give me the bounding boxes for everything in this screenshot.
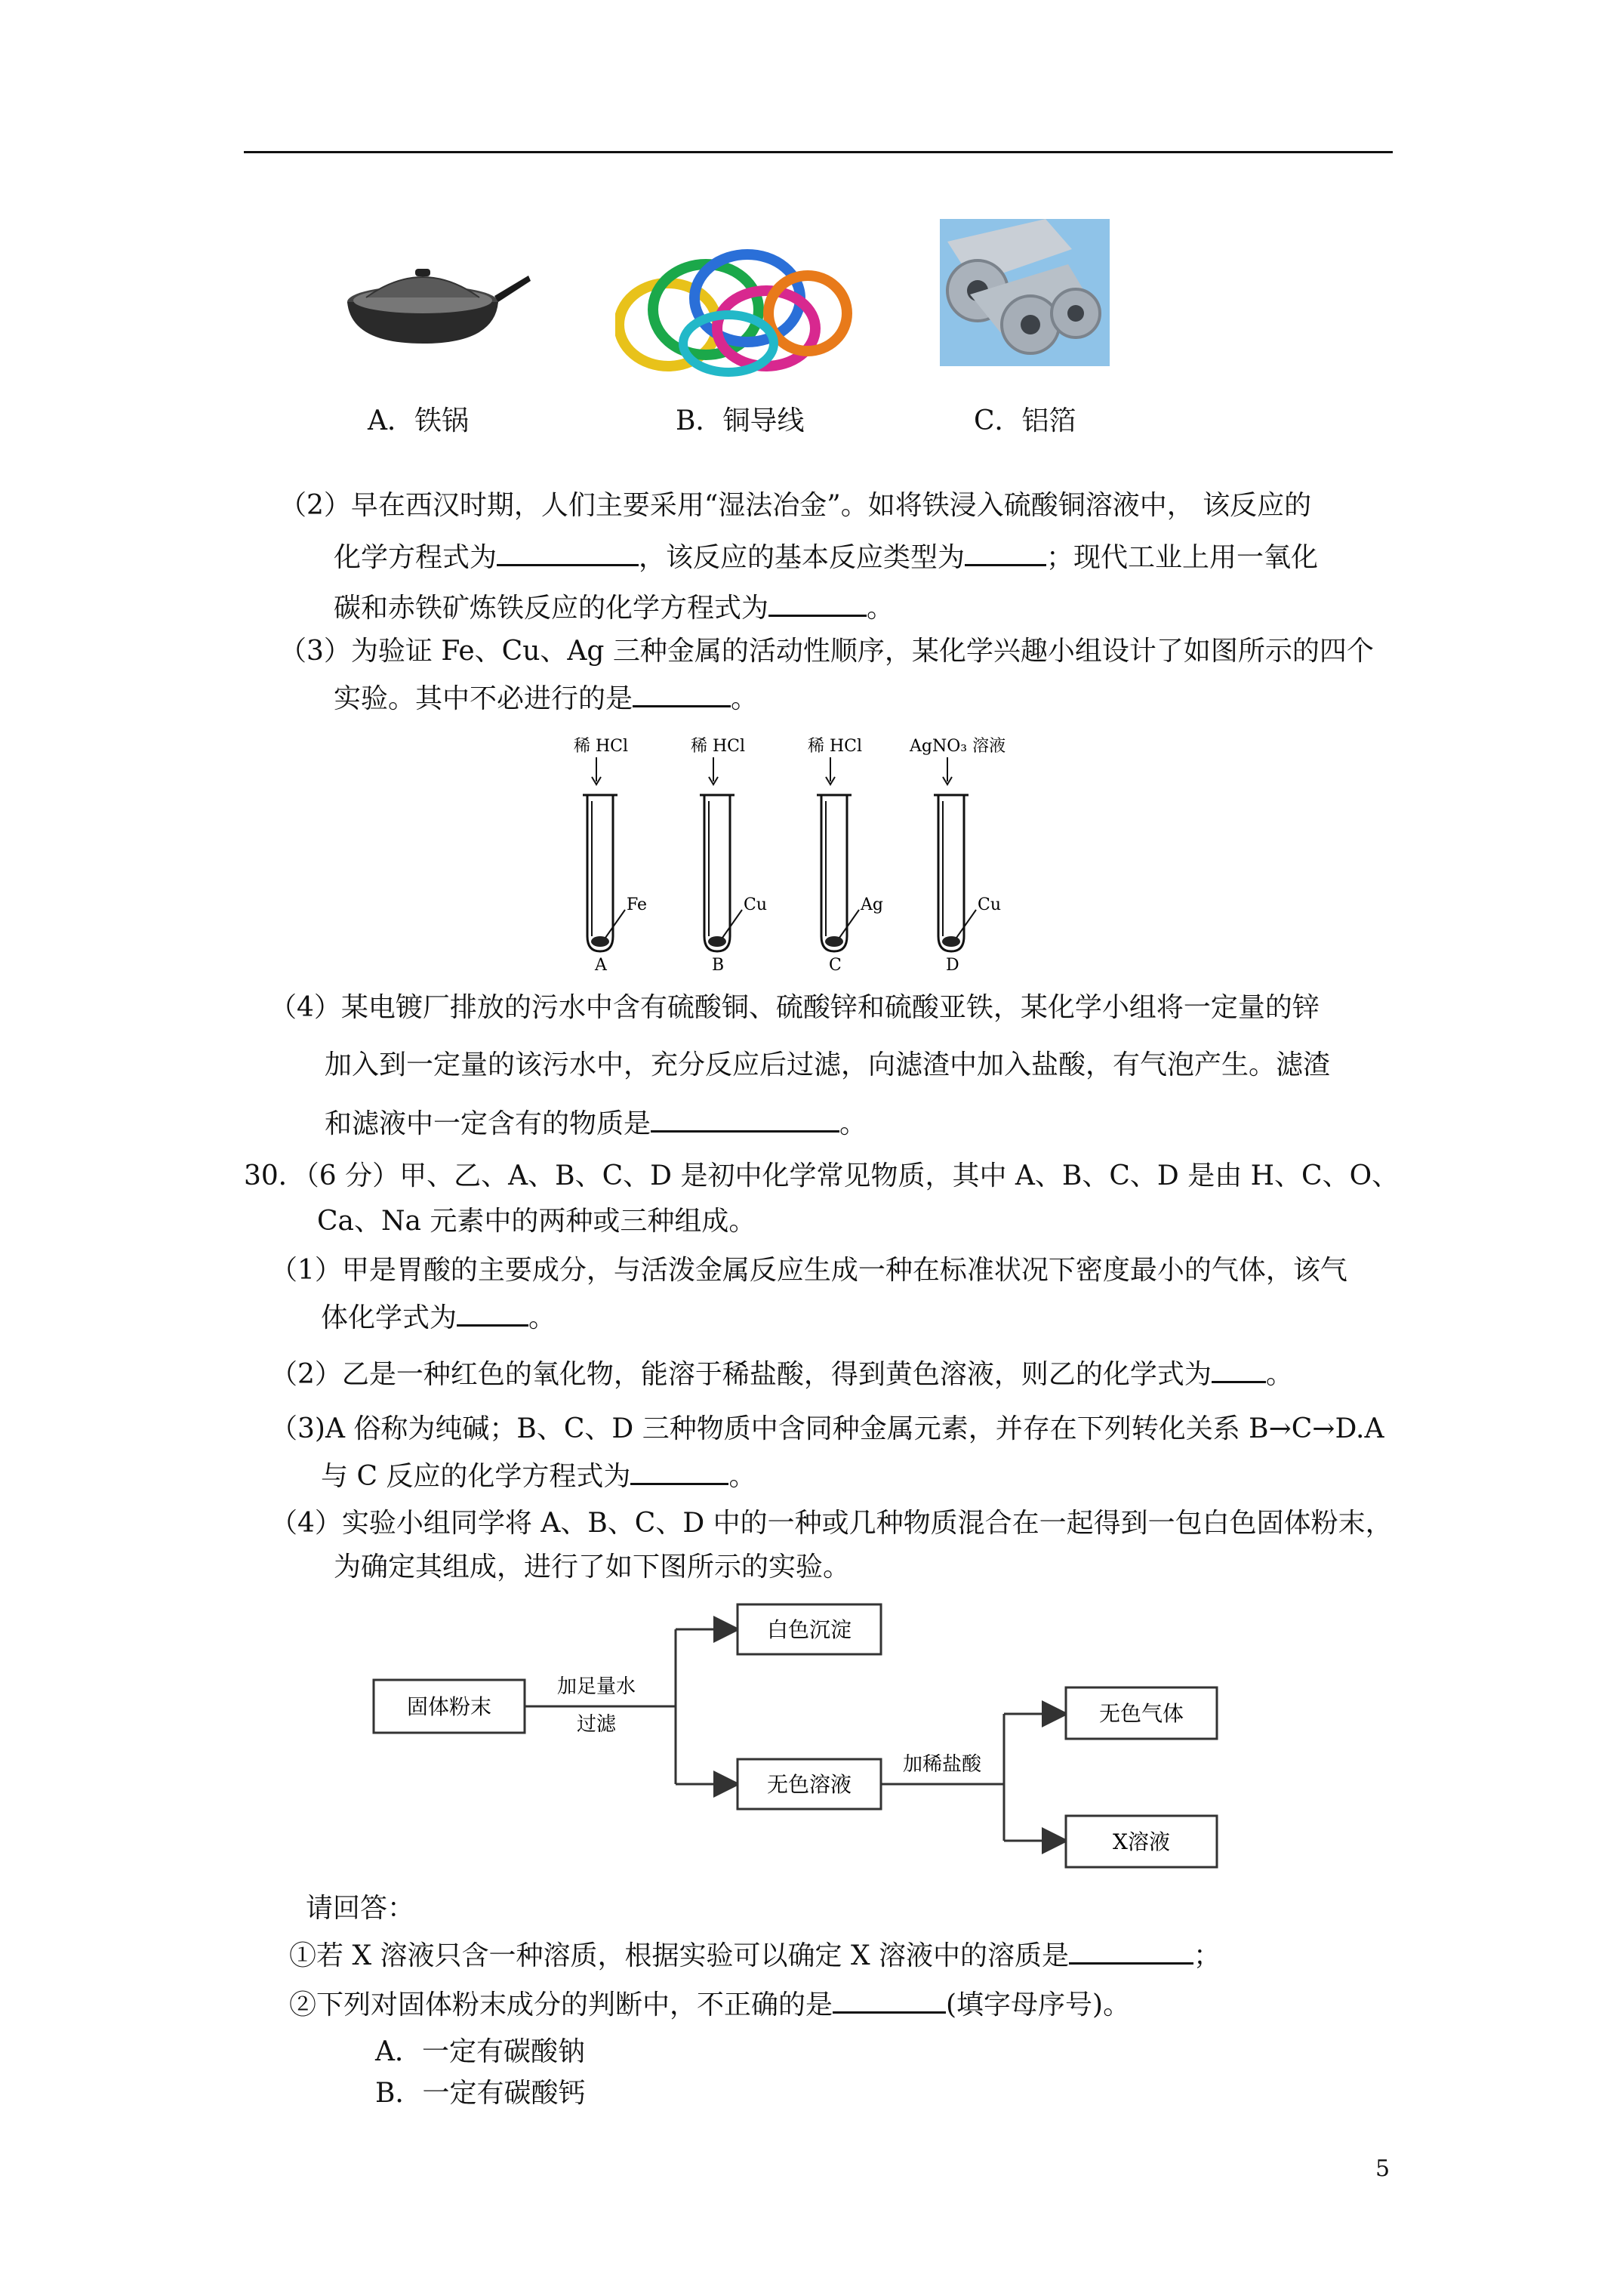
test-tube-b [691,737,767,974]
tube-metal: Cu [978,895,1002,914]
q30-p4-line2: 为确定其组成，进行了如下图所示的实验。 [334,1552,851,1583]
flow-box-white-precipitate [738,1604,881,1654]
q29-p3-text-b: 。 [731,683,759,714]
answer-blank[interactable] [630,1457,728,1485]
q29-p2-line3 [334,589,894,626]
tube-metal: Cu [744,895,768,914]
figure-label-a: A．铁锅 [368,405,469,436]
q30-p2-text-b: 。 [1265,1359,1293,1390]
tube-letter: C [829,956,842,974]
q29-p4-text-a: 和滤液中一定含有的物质是 [325,1108,651,1139]
tube-metal: Ag [861,895,883,914]
wok-image [343,249,532,347]
test-tube-c [808,737,883,974]
tube-letter: D [946,956,959,974]
figure-label-c: C．铝箔 [974,405,1076,436]
answer-blank[interactable] [651,1105,839,1133]
q30-sub1-text-b: ； [1193,1940,1221,1971]
tube-reagent: 稀 HCl [691,737,746,756]
flow-diagram [362,1601,1238,1880]
header-rule [244,151,1393,153]
flow-label: 固体粉末 [406,1694,492,1719]
q29-p2-text-b: ，该反应的基本反应类型为 [639,542,965,573]
q30-sub2 [289,1986,1130,2023]
q30-p3-line1: （3)A 俗称为纯碱；B、C、D 三种物质中含同种金属元素，并存在下列转化关系 B→C→D.A [270,1413,1384,1444]
flow-label: X溶液 [1113,1829,1170,1854]
answer-prompt: 请回答： [306,1893,415,1924]
q29-p3-text-a: 实验。其中不必进行的是 [334,683,633,714]
q30-p1-line2 [321,1299,556,1336]
q30-p1-text-b: 。 [528,1302,556,1333]
q30-p1-line1: （1）甲是胃酸的主要成分，与活泼金属反应生成一种在标准状况下密度最小的气体，该气 [270,1255,1347,1286]
answer-blank[interactable] [457,1299,528,1327]
flow-box-colorless-gas [1066,1687,1217,1739]
flow-label: 无色气体 [1098,1701,1184,1726]
option-b: B．一定有碳酸钙 [375,2078,586,2109]
tube-metal: Fe [627,895,648,914]
test-tube-figure [559,729,1042,974]
answer-blank[interactable] [1069,1937,1193,1965]
flow-step2: 加稀盐酸 [902,1753,982,1776]
q29-p4-line3 [325,1105,867,1142]
tube-letter: B [712,956,725,974]
flow-label: 白色沉淀 [766,1617,852,1642]
q30-sub2-text-a: ②下列对固体粉末成分的判断中，不正确的是 [289,1989,833,2020]
tube-reagent: 稀 HCl [808,737,863,756]
q29-p2-text-d: 碳和赤铁矿炼铁反应的化学方程式为 [334,593,769,624]
answer-blank[interactable] [833,1986,946,2014]
q30-p3-line2 [321,1457,756,1494]
q30-p2-line [270,1355,1293,1392]
flow-step1-top: 加足量水 [556,1675,636,1698]
q30-p1-text-a: 体化学式为 [321,1302,457,1333]
figure-label-b: B．铜导线 [676,405,805,436]
q30-sub1-text-a: ①若 X 溶液只含一种溶质，根据实验可以确定 X 溶液中的溶质是 [289,1940,1070,1971]
q29-p3-line1: （3）为验证 Fe、Cu、Ag 三种金属的活动性顺序，某化学兴趣小组设计了如图所示的四个 [279,636,1374,667]
q30-p3-text-b: 。 [728,1461,756,1492]
q30-intro-line2: Ca、Na 元素中的两种或三种组成。 [317,1206,756,1237]
answer-blank[interactable] [633,680,731,707]
flow-step1-bottom: 过滤 [576,1713,617,1736]
option-a: A．一定有碳酸钠 [375,2036,585,2067]
tube-letter: A [595,956,607,974]
tube-reagent: 稀 HCl [574,737,629,756]
q29-p2-text-e: 。 [867,593,895,624]
answer-blank[interactable] [497,538,639,566]
page-number: 5 [1375,2156,1390,2182]
q30-p4-line1: （4）实验小组同学将 A、B、C、D 中的一种或几种物质混合在一起得到一包白色固体粉末， [270,1508,1393,1539]
q30-sub1 [289,1937,1221,1974]
flow-box-solid-powder [374,1680,525,1733]
q30-p2-text-a: （2）乙是一种红色的氧化物，能溶于稀盐酸，得到黄色溶液，则乙的化学式为 [270,1359,1212,1390]
answer-blank[interactable] [965,538,1046,566]
answer-blank[interactable] [768,589,867,617]
copper-wire-image [615,238,853,381]
flow-box-x-solution [1066,1816,1217,1867]
q29-p4-line1: （4）某电镀厂排放的污水中含有硫酸铜、硫酸锌和硫酸亚铁，某化学小组将一定量的锌 [269,992,1320,1023]
q29-p2-line1: （2）早在西汉时期，人们主要采用“湿法冶金”。如将铁浸入硫酸铜溶液中， 该反应的 [279,490,1312,521]
test-tube-a [574,737,647,974]
answer-blank[interactable] [1212,1355,1266,1383]
q29-p4-line2: 加入到一定量的该污水中，充分反应后过滤，向滤渣中加入盐酸，有气泡产生。滤渣 [325,1049,1331,1080]
aluminum-foil-image [940,219,1110,366]
test-tube-d [909,737,1006,974]
q30-intro-line1: 30．（6 分）甲、乙、A、B、C、D 是初中化学常见物质，其中 A、B、C、D 是由 H、C、O、 [244,1160,1400,1191]
flow-box-colorless-solution [738,1759,881,1809]
q29-p2-text-c: ；现代工业上用一氧化 [1046,542,1319,573]
q30-p3-text-a: 与 C 反应的化学方程式为 [321,1461,631,1492]
q29-p2-text-a: 化学方程式为 [334,542,497,573]
tube-reagent: AgNO₃ 溶液 [910,737,1006,756]
q29-p3-line2 [334,680,758,717]
q29-p2-line2 [334,538,1318,575]
q30-sub2-text-b: (填字母序号)。 [946,1989,1131,2020]
flow-label: 无色溶液 [766,1772,852,1797]
q29-p4-text-b: 。 [839,1108,867,1139]
